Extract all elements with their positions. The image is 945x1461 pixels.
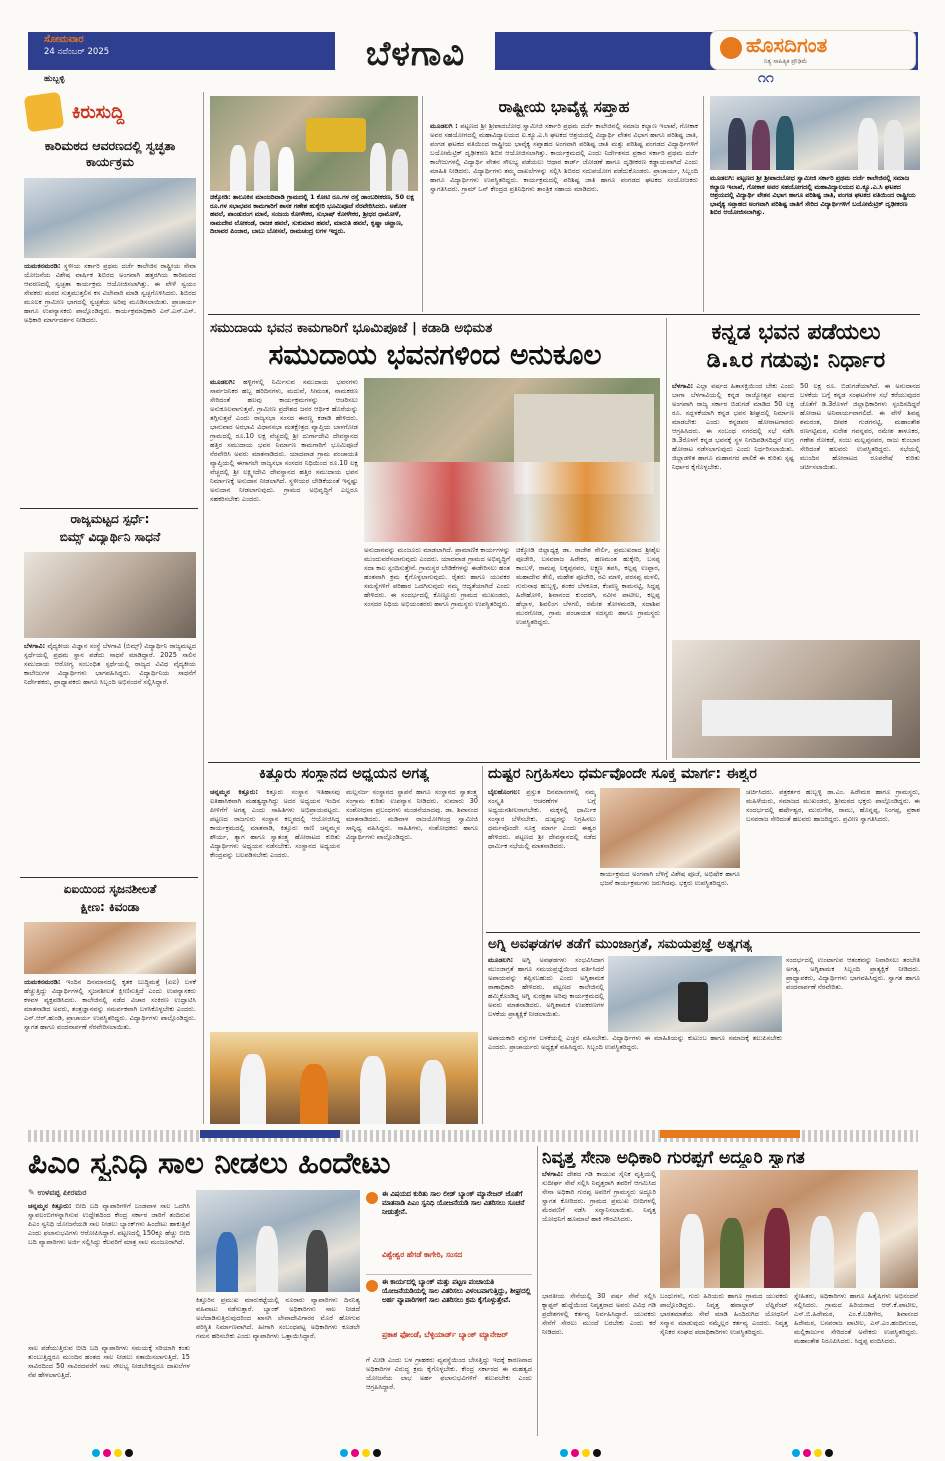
column-rule — [203, 92, 204, 1124]
retired-officer-body1 — [542, 1170, 656, 1290]
kirusuddi-story3-dateline: ಯಮಕನಮರಡಿ: — [24, 978, 61, 986]
retired-officer-body4: ಸ್ನೇಹಿತರು, ಅಧಿಕಾರಿಗಳು ಹಾಗೂ ಹಿತೈಷಿಗಳು ಅಭಿನಂದನೆ ಸಲ್ಲಿಸಿದರು. ಗ್ರಾಮದ ಹಿರಿಯರಾದ ಆರ್.ಕೆ.ಪಾಟೀಲ, ಎಸ್.ಬಿ.ಹಿರೇಮಠ, ಎಂ.ಕೆ.ಬಡಿಗೇರ, ಶಿವಾನಂದ ಹಿರೇಮಠ, ಬಸವರಾಜ ಪಾಟೀಲ, ಎಸ್.ಎಂ.ಹಂದಿಗುಂದ, ಮಲ್ಲಿಕಾರ್ಜುನ ಸೇರಿದಂತೆ ಅನೇಕರು ಉಪಸ್ಥಿತರಿದ್ದರು. ಮಹಾಂತೇಶ ನಿರೂಪಿಸಿದರು. ಸಿದ್ದಪ್ಪ ವಂದಿಸಿದರು. — [794, 1292, 918, 1345]
brand-logo-icon — [720, 37, 742, 59]
retired-officer-dateline: ಬೆಳಗಾವಿ: — [542, 1170, 564, 1178]
column-rule — [422, 96, 423, 312]
divider — [20, 508, 198, 509]
pen-icon: ✎ — [28, 1188, 38, 1197]
pm-svanidhi-headline: ಪಿಎಂ ಸ್ವನಿಧಿ ಸಾಲ ನೀಡಲು ಹಿಂದೇಟು — [28, 1146, 391, 1181]
retired-officer-text1: ದೇಶದ ಗಡಿ ಕಾಯುವ ಸೈನಿಕ ವೃತ್ತಿಯಲ್ಲಿ ಸುದೀರ್ಘ ಸೇವೆ ಸಲ್ಲಿಸಿ ನಿವೃತ್ತರಾಗಿ ತವರಿಗೆ ಆಗಮಿಸಿದ ಸೇನಾ ಅಧಿಕಾರಿ ಗುರಪ್ಪ ಅವರಿಗೆ ಗ್ರಾಮಸ್ಥರು ಅದ್ದೂರಿ ಸ್ವಾಗತ ಕೋರಿದರು. ಗ್ರಾಮದ ಪ್ರಮುಖ ಬೀದಿಗಳಲ್ಲಿ ಮೆರವಣಿಗೆ ನಡೆಸಿ ಸನ್ಮಾನಿಸಲಾಯಿತು. ನಿವೃತ್ತ ಯೋಧನಿಗೆ ಹೂಮಾಲೆ ಹಾಕಿ ಗೌರವಿಸಿದರು. — [542, 1170, 656, 1223]
quote1-author: ವಿಶ್ವೇಶ್ವರ ಹೆಗಡೆ ಕಾಗೇರಿ, ಸಂಸದ — [382, 1250, 463, 1259]
kannada-bhavana-text1: ಎಲ್ಲಾ ವರ್ಷದ ಹಿತಾಸಕ್ತಿಯಿಂದ ಬೇಕು ಎಂದು ಬಾಗಾ ಬೆಳಗಾವಿಯಲ್ಲಿ ಕನ್ನಡ ರಾಜ್ಯೋತ್ಸವ ವರ್ಷದ ಅಂಗವಾಗಿ ರಾಜ್ಯ ಸರ್ಕಾರ ಬಿಡುಗಡೆ ಮಾಡಿದ 50 ಲಕ್ಷ ರೂ. ಸದ್ಬಳಕೆಯಾಗಿ ಕನ್ನಡ ಭವನ ಶೀಘ್ರದಲ್ಲಿ ನಿರ್ಮಾಣ ಮಾಡಬೇಕು ಎಂದು ಕನ್ನಡಪರ ಹೋರಾಟಗಾರರು ಆಗ್ರಹಿಸಿದರು. ಈ ಸಂಬಂಧ ನಗರದಲ್ಲಿ ಸಭೆ ನಡೆಸಿ ಡಿ.3ರೊಳಗೆ ಕನ್ನಡ ಭವನಕ್ಕೆ ಸ್ಥಳ ನಿಗದಿಪಡಿಸದಿದ್ದರೆ ಉಗ್ರ ಹೋರಾಟ ನಡೆಸಲಾಗುವುದು ಎಂದು ನಿರ್ಧರಿಸಲಾಯಿತು. ಜಿಲ್ಲಾಡಳಿತ ಹಾಗೂ ಮಹಾನಗರ ಪಾಲಿಕೆ ಈ ಕುರಿತು ಸ್ಪಷ್ಟ ನಿರ್ಧಾರ ಕೈಗೊಳ್ಳಬೇಕು. — [672, 382, 794, 471]
kittur-photo — [210, 1032, 478, 1124]
table-shape — [702, 700, 892, 736]
kannada-bhavana-photo — [672, 640, 920, 758]
crowd-band — [364, 462, 660, 542]
pm-svanidhi-body1 — [28, 1202, 190, 1342]
kittur-dateline: ಚನ್ನಮ್ಮನ ಕಿತ್ತೂರು: — [210, 788, 258, 796]
registration-marks — [560, 1442, 620, 1452]
dharma-text1: ಪ್ರಸ್ತುತ ದಿನಮಾನಗಳಲ್ಲಿ ನಮ್ಮ ಸಂಸ್ಕೃತಿ ಆಚರಣೆಗಳ ಬಗ್ಗೆ ಅಧ್ಯಯನಶೀಲರಾಗಬೇಕು. ಮಕ್ಕಳಲ್ಲಿ ಧಾರ್ಮಿಕ ಸಂಸ್ಕಾರ ಬೆಳೆಸಬೇಕು. ದುಷ್ಟರನ್ನು ನಿಗ್ರಹಿಸಲು ಧರ್ಮವೊಂದೇ ಸೂಕ್ತ ಮಾರ್ಗ ಎಂದು ಈಶ್ವರ ಹೇಳಿದರು. ಪಟ್ಟಣದ ಶ್ರೀ ದೇವಸ್ಥಾನದಲ್ಲಿ ನಡೆದ ಧಾರ್ಮಿಕ ಸಭೆಯಲ್ಲಿ ಮಾತನಾಡಿದರು. — [488, 788, 596, 850]
samudaya-headline: ಸಮುದಾಯ ಭವನಗಳಿಂದ ಅನುಕೂಲ — [268, 338, 602, 371]
quote-icon — [366, 1280, 378, 1292]
quote1-text: ಈ ವಿಷಯದ ಕುರಿತು ಸಾಲ ಲೀಡ್ ಬ್ಯಾಂಕ್ ಮ್ಯಾನೇಜರ್ ಜೊತೆಗೆ ಮಾತನಾಡಿ ಪಿಎಂ ಸ್ವನಿಧಿ ಯೋಜನೆಯಡಿ ಸಾಲ ವಿತರಿಸಲು ಸೂಚನೆ ನೀಡುತ್ತೇನೆ. — [382, 1190, 525, 1216]
dharma-photo — [600, 788, 740, 868]
kirusuddi-story3-headline2: ಕ್ಷೀಣ: ಕಿವಂಡಾ — [80, 900, 140, 914]
fire-safety-photo — [608, 956, 782, 1032]
masthead — [0, 0, 945, 88]
top-photo — [210, 96, 418, 191]
brand-tagline: ನಿತ್ಯ ಸಾಹಿತ್ಯಿಕ ಪ್ರೌಢಿಮೆ — [764, 58, 808, 65]
retired-officer-body2: ಭಾರತೀಯ ಸೇನೆಯಲ್ಲಿ 30 ವರ್ಷ ಸೇವೆ ಸಲ್ಲಿಸಿ ಕ್ಯಾಪ್ಟನ್ ಹುದ್ದೆಯಿಂದ ನಿವೃತ್ತರಾದ ಅವರು ವಿವಿಧ ಗಡಿ ಪ್ರದೇಶಗಳಲ್ಲಿ ಕರ್ತವ್ಯ ನಿರ್ವಹಿಸಿದ್ದಾರೆ. ಯುವಕರು ಸೇನೆಗೆ ಸೇರಲು ಮುಂದೆ ಬರಬೇಕು ಎಂದು ಕರೆ ನೀಡಿದರು. — [542, 1292, 656, 1336]
fire-shape — [678, 982, 708, 1022]
kirusuddi-story1-headline: ಕಾರಿಮಠದ ಆವರಣದಲ್ಲಿ ಸ್ವಚ್ಛತಾ ಕಾರ್ಯಕ್ರಮ — [44, 138, 176, 169]
samudaya-photo — [364, 378, 660, 542]
kirusuddi-story1-dateline: ಯಮಕನಮರಡಿ: — [24, 262, 61, 270]
top-photo-caption: ಚಿಕ್ಕೋಡಿ: ತಾಲೂಕಿನ ಮಾಂಜರಿವಾಡಿ ಗ್ರಾಮದಲ್ಲಿ 1 ಕೋಟಿ ರೂ.ಗಳ ರಸ್ತೆ ಡಾಂಬರೀಕರಣ, 50 ಲಕ್ಷ ರೂ.ಗಳ ಸಭಾಭವನ ಕಾಮಗಾರಿಗೆ ಶಾಸಕ ಗಣೇಶ ಹುಕ್ಕೇರಿ ಭೂಮಿಪೂಜೆ ನೆರವೇರಿಸಿದರು. ಅಶೋಕ ಹವಲೆ, ಪಾಂಡುರಂಗ ಮಾನೆ, ಸಂಜಯ ಕೋಳೇಕರ, ಸುಭಾಷ್ ಕೋಳೇಕರ, ಶ್ರೀಧರ ಧಾಮೋಳೆ, ನಾಮದೇವ ಲೋಕಂಡೆ, ರಾಜಕ ಹವಲೆ, ಸುಕುಮಾರ ಹವಲೆ, ಮಾರುತಿ ಹವಲೆ, ಕೃಷ್ಣಾ ಚವ್ಹಾಣ, ದಿಲಾವರ ಪಿಂಜಾರ, ಬಾಬು ಬೋಸಲೆ, ರಾಮಚಂದ್ರ ಲಗಳ ಇದ್ದರು. — [210, 193, 414, 235]
national-week-headline: ರಾಷ್ಟ್ರೀಯ ಭಾವೈಕ್ಯ ಸಪ್ತಾಹ — [498, 98, 630, 116]
kirusuddi-story3-text: ಇಂದಿನ ದಿನಮಾನದಲ್ಲಿ ಕೃತಕ ಬುದ್ಧಿಮತ್ತೆ (ಏಐ) ಬಳಕೆ ಹೆಚ್ಚುತ್ತಿದ್ದು ವಿದ್ಯಾರ್ಥಿಗಳಲ್ಲಿ ಸೃಜನಶೀಲತೆ ಕ್ಷೀಣಿಸುತ್ತಿದೆ ಎಂದು ಉಪನ್ಯಾಸಕರು ಕಳವಳ ವ್ಯಕ್ತಪಡಿಸಿದರು. ಕಾಲೇಜಿನಲ್ಲಿ ನಡೆದ ವಿಚಾರ ಸಂಕಿರಣ ಉದ್ಘಾಟಿಸಿ ಮಾತನಾಡಿದ ಅವರು, ತಂತ್ರಜ್ಞಾನವನ್ನು ಸಮರ್ಪಕವಾಗಿ ಬಳಸಿಕೊಳ್ಳಬೇಕು ಎಂದರು. ಎನ್.ಆರ್.ಹುಂಡಿ, ಪ್ರಾಚಾರ್ಯ ಉಪಸ್ಥಿತರಿದ್ದರು. ವಿದ್ಯಾರ್ಥಿಗಳು ಪಾಲ್ಗೊಂಡಿದ್ದರು. ಸ್ವಾಗತ ಹಾಗೂ ವಂದನಾರ್ಪಣೆ ನೆರವೇರಿಸಲಾಯಿತು. — [24, 978, 196, 1031]
kirusuddi-label: ಕಿರುಸುದ್ದಿ — [72, 102, 125, 123]
right-photo — [710, 96, 920, 170]
fire-safety-body1 — [488, 956, 604, 1030]
kirusuddi-story3-photo — [24, 922, 196, 974]
kirusuddi-column — [20, 92, 198, 1124]
kannada-bhavana-headline1: ಕನ್ನಡ ಭವನ ಪಡೆಯಲು — [711, 320, 881, 345]
bottom-band-accent-blue — [200, 1130, 340, 1138]
column-rule — [482, 766, 483, 1124]
column-rule — [666, 318, 667, 760]
pm-svanidhi-text1: ಬೀದಿ ಬದಿ ವ್ಯಾಪಾರಿಗಳಿಗೆ ಬಂಡವಾಳ ಸಾಲ ಒದಗಿಸಿ ಸ್ವಾವಲಂಬಿಗಳನ್ನಾಗಿಸುವ ಉದ್ದೇಶದಿಂದ ಕೇಂದ್ರ ಸರ್ಕಾರ ಜಾರಿಗೆ ತಂದಿರುವ ಪಿಎಂ ಸ್ವನಿಧಿ ಯೋಜನೆಯಡಿ ಸಾಲ ನೀಡಲು ಬ್ಯಾಂಕ್‌ಗಳು ಹಿಂದೇಟು ಹಾಕುತ್ತಿವೆ ಎಂದು ಫಲಾನುಭವಿಗಳು ಆರೋಪಿಸಿದ್ದಾರೆ. ಪಟ್ಟಣದಲ್ಲಿ 150ಕ್ಕೂ ಹೆಚ್ಚು ಬೀದಿ ಬದಿ ವ್ಯಾಪಾರಿಗಳು ಅರ್ಜಿ ಸಲ್ಲಿಸಿದ್ದು ಕೆಲವರಿಗೆ ಮಾತ್ರ ಸಾಲ ಮಂಜೂರಾಗಿದೆ. — [28, 1202, 190, 1246]
dharma-body1 — [488, 788, 596, 930]
kittur-headline: ಕಿತ್ತೂರು ಸಂಸ್ಥಾನದ ಅಧ್ಯಯನ ಅಗತ್ಯ — [259, 766, 429, 782]
fire-safety-body2: ಅಪಾಯಕಾರಿ ವಸ್ತುಗಳ ಬಳಕೆಯಲ್ಲಿ ಎಚ್ಚರ ವಹಿಸಬೇಕು. ವಿದ್ಯಾರ್ಥಿಗಳು ಈ ಮಾಹಿತಿಯನ್ನು ಕುಟುಂಬ ಹಾಗೂ ಸಮಾಜಕ್ಕೆ ತಲುಪಿಸಬೇಕು ಎಂದರು. ಪ್ರಾಚಾರ್ಯರು ಅಧ್ಯಕ್ಷತೆ ವಹಿಸಿದ್ದರು. ಸಿಬ್ಬಂದಿ ಉಪಸ್ಥಿತರಿದ್ದರು. — [488, 1034, 782, 1051]
bottom-band-accent-orange — [660, 1130, 800, 1138]
samudaya-body3: ಚಿಕ್ಕೋಡಿ ಜಿಲ್ಲಾಧ್ಯಕ್ಷ ಡಾ. ರಾಜೇಶ ನೇರ್ಲಿ, ಪ್ರಮುಖರಾದ ಶ್ರೀಶೈಲ ಪೂಜೇರಿ, ಬಸವರಾಜ ಹಿರೇಕರ, ಹಣಮಂತ ಹುಕ್ಕೇರಿ, ಬಸಪ್ಪ ಕಾಂಬಳೆ, ರಾಮಪ್ಪ ಲಕ್ಕಪ್ಪನವರ, ಲಕ್ಷ್ಮಣ ತಪಸಿ, ಕಲ್ಲಪ್ಪ ಉಪ್ಪಾರ, ಮಹಾದೇವ ತೇಲಿ, ಮಹೇಶ ಪೂಜೇರಿ, ರವಿ ಮಾಳಿ, ಪರಸಪ್ಪ ಮಳಲಿ, ಗುರುನಾಥ ಹುಬ್ಬಳ್ಳಿ, ಶಂಕರ ಬೆಳಕೂಡ, ಕೆಂಪಣ್ಣ ಕಾಮನಟ್ಟಿ, ಸಿದ್ದಪ್ಪ ಹಿರೇಹೋಳಿ, ಶಿವಾನಂದ ಕುಂದರಗಿ, ನವೀನ ಪಾಟೀಲ, ಕಲ್ಲಪ್ಪ ಹೆಬ್ಬಾಳ, ಶಿವಲಿಂಗ ಬೆಳಗಲಿ, ರಮೇಶ ತೋಳಮರಡಿ, ಸದಾಶಿವ ಮುರಗೋಡ, ಗ್ರಾಮ ಪಂಚಾಯತ ಸದಸ್ಯರು ಹಾಗೂ ಗ್ರಾಮಸ್ಥರು ಉಪಸ್ಥಿತರಿದ್ದರು. — [516, 546, 660, 626]
samudaya-kicker: ಸಮುದಾಯ ಭವನ ಕಾಮಗಾರಿಗೆ ಭೂಮಿಪೂಜೆ | ಕಡಾಡಿ ಅಭಿಮತ — [210, 320, 493, 336]
divider — [208, 314, 920, 315]
national-week-dateline: ಮೂಡಲಗಿ : — [430, 122, 458, 130]
samudaya-dateline: ಮೂಡಲಗಿ: — [210, 378, 236, 386]
kirusuddi-story2-text: ವೈದ್ಯಕೀಯ ವಿಜ್ಞಾನ ಸಂಸ್ಥೆ ಬೆಳಗಾವಿ (ಬಿಮ್ಸ್) ವಿದ್ಯಾರ್ಥಿನಿ ರಾಜ್ಯಮಟ್ಟದ ಸ್ಪರ್ಧೆಯಲ್ಲಿ ಪ್ರಥಮ ಸ್ಥಾನ ಪಡೆದು ಸಾಧನೆ ಮಾಡಿದ್ದಾರೆ. 2025 ಸಾಲಿನ ಸಮುದಾಯ ಆರೋಗ್ಯ ಸಂಬಂಧಿತ ಸ್ಪರ್ಧೆಯಲ್ಲಿ ರಾಜ್ಯದ ವಿವಿಧ ವೈದ್ಯಕೀಯ ಕಾಲೇಜುಗಳ ವಿದ್ಯಾರ್ಥಿಗಳು ಭಾಗವಹಿಸಿದ್ದರು. ವಿದ್ಯಾರ್ಥಿನಿಯ ಸಾಧನೆಗೆ ನಿರ್ದೇಶಕರು, ಪ್ರಾಧ್ಯಾಪಕರು ಹಾಗೂ ಸಿಬ್ಬಂದಿ ಅಭಿನಂದನೆ ಸಲ್ಲಿಸಿದ್ದಾರೆ. — [24, 642, 196, 686]
kittur-body1 — [210, 788, 340, 1030]
kannada-bhavana-headline2: ಡಿ.೩ರ ಗಡುವು: ನಿರ್ಧಾರ — [706, 348, 886, 373]
fire-safety-headline: ಅಗ್ನಿ ಅವಘಡಗಳ ತಡೆಗೆ ಮುಂಜಾಗ್ರತೆ, ಸಮಯಪ್ರಜ್ಞೆ ಅತ್ಯಗತ್ಯ — [488, 936, 752, 952]
quote-icon — [366, 1192, 378, 1204]
retired-officer-body3: ಬಂಧುಗಳು, ಗುರು ಹಿರಿಯರು ಹಾಗೂ ಗ್ರಾಮದ ಯುವಕರು ಪಾಲ್ಗೊಂಡಿದ್ದರು. ನಿವೃತ್ತ ಹವಾಲ್ದಾರ್ ಲೆಫ್ಟಿನೆಂಟ್ ಭಾರತಮಾತೆಯ ಸೇವೆ ಮಾಡಿ ಹಿಂದಿರುಗಿದ ಯೋಧನಿಗೆ ಸನ್ಮಾನ ಮಾಡುವುದು ನಮ್ಮೆಲ್ಲರ ಕರ್ತವ್ಯ ಎಂದರು. ನಿವೃತ್ತ ಸೈನಿಕರ ಸಂಘದ ಪದಾಧಿಕಾರಿಗಳು ಉಪಸ್ಥಿತರಿದ್ದರು. — [660, 1292, 788, 1336]
registration-marks — [340, 1442, 400, 1452]
kirusuddi-banner — [20, 92, 198, 134]
quote2-author: ಪ್ರಕಾಶ ಫೋಂಡೆ, ಬೆಳ್ಳಿಯಾರ್ಡ್ ಬ್ಯಾಂಕ್ ಮ್ಯಾನೇಜರ್ — [382, 1330, 509, 1339]
dharma-headline: ದುಷ್ಟರ ನಿಗ್ರಹಿಸಲು ಧರ್ಮವೊಂದೇ ಸೂಕ್ತ ಮಾರ್ಗ: ಈಶ್ವರ — [488, 766, 757, 782]
quote2-text: ಈ ಕಾರ್ಯದಲ್ಲಿ ಬ್ಯಾಂಕ್ ಮತ್ತು ಪಟ್ಟಣ ಪಂಚಾಯತಿ ಯೋಜನೆಯಡಿಯಲ್ಲಿ ಸಾಲ ವಿತರಿಸಲು ವಿಳಂಬವಾಗುತ್ತಿದ್ದು, ಶೀಘ್ರದಲ್ಲಿ ಅರ್ಹ ವ್ಯಾಪಾರಿಗಳಿಗೆ ಸಾಲ ವಿತರಿಸಲು ಕ್ರಮ ಕೈಗೊಳ್ಳುತ್ತೇವೆ. — [382, 1278, 531, 1304]
kirusuddi-story3-headline1: ಏಐಯಿಂದ ಸೃಜನಶೀಲತೆ — [63, 882, 157, 896]
pm-svanidhi-body2: ಸಾಲ ಪಡೆಯುತ್ತಿರುವ ಬೀದಿ ಬದಿ ವ್ಯಾಪಾರಿಗಳು ಸಮಯಕ್ಕೆ ಸರಿಯಾಗಿ ಕಂತು ತುಂಬುತ್ತಿದ್ದರೂ ಮುಂದಿನ ಹಂತದ ಸಾಲ ನೀಡಲು ಸತಾಯಿಸಲಾಗುತ್ತಿದೆ. 15 ಸಾವಿರದಿಂದ 50 ಸಾವಿರದವರೆಗೆ ಸಾಲ ಸೌಲಭ್ಯ ನೀಡಬೇಕಿದ್ದರೂ ದಾಖಲೆಗಳ ನೆಪ ಹೇಳಲಾಗುತ್ತಿದೆ. — [28, 1344, 190, 1379]
date-box — [22, 34, 142, 74]
quote2-box — [366, 1278, 532, 1354]
page-number: ೧೧ — [758, 70, 774, 86]
dharma-body3: ಚರ್ಚಿಸಿದರು. ಪತ್ರಕರ್ತರ ಹುಬ್ಬಳ್ಳಿ ಡಾ.ಎಂ. ಹಿರೇಮಠ ಹಾಗೂ ಗ್ರಾಮಸ್ಥರು, ಮಹಿಳೆಯರು, ಸಮಾಜದ ಮುಖಂಡರು, ಶ್ರೀಮಠದ ಭಕ್ತರು ಪಾಲ್ಗೊಂಡಿದ್ದರು. ಈ ಸಂದರ್ಭದಲ್ಲಿ ಹರ್ಷೇಶ್ವರ, ಮುರುಗೇಶ, ರಾಮು, ಹೊನ್ನಪ್ಪ, ನಿಂಗಪ್ಪ, ಪ್ರಕಾಶ ಬಸವರಾಜ ಸೇರಿದಂತೆ ಹಲವರು ಹಾಜರಿದ್ದರು. ಪ್ರವೀಣ ಸ್ವಾಗತಿಸಿದರು. — [746, 788, 920, 823]
excavator-shape — [306, 118, 366, 152]
byline-name: ಉಳವಪ್ಪ ಪೀರಮರ — [37, 1188, 87, 1197]
kirusuddi-story2-headline1: ರಾಜ್ಯಮಟ್ಟದ ಸ್ಪರ್ಧೆ: — [70, 512, 150, 526]
kittur-text1: ಕಿತ್ತೂರು ಸಂಸ್ಥಾನ ಇತಿಹಾಸವು ಐತಿಹಾಸಿಕವಾಗಿ ಮಹತ್ವದ್ದಾಗಿದ್ದು ಅದರ ಅಧ್ಯಯನ ಇಂದಿನ ಪೀಳಿಗೆಗೆ ಅಗತ್ಯ ಎಂದು ಸಾಹಿತಿಗಳು ಅಭಿಪ್ರಾಯಪಟ್ಟರು. ಪಟ್ಟಣದ ರಾಜಗುರು ಸಂಸ್ಥಾನ ಕಲ್ಮಠದಲ್ಲಿ ಆಯೋಜಿಸಿದ್ದ ಕಾರ್ಯಕ್ರಮದಲ್ಲಿ ಮಾತನಾಡಿ, ಕಿತ್ತೂರು ರಾಣಿ ಚನ್ನಮ್ಮನ ಶೌರ್ಯ, ತ್ಯಾಗ ಹಾಗೂ ಸ್ವಾತಂತ್ರ್ಯ ಹೋರಾಟದ ಕುರಿತು ವಿದ್ಯಾರ್ಥಿಗಳು ಅಧ್ಯಯನ ನಡೆಸಬೇಕು. ಸಂಸ್ಥಾನದ ಅಧ್ಯಯನ ಕೇಂದ್ರವನ್ನು ಬಲಪಡಿಸಬೇಕು ಎಂದರು. — [210, 788, 340, 859]
pm-svanidhi-body3: ಕಿತ್ತೂರಿನ ಪ್ರಮುಖ ಮಾರುಕಟ್ಟೆಯಲ್ಲಿ ನೂರಾರು ವ್ಯಾಪಾರಿಗಳು ದಿನನಿತ್ಯ ವಹಿವಾಟು ನಡೆಸುತ್ತಾರೆ. ಬ್ಯಾಂಕ್ ಅಧಿಕಾರಿಗಳು ಸಾಲ ನೀಡದೆ ಅಲೆದಾಡಿಸುತ್ತಿರುವುದರಿಂದ ಖಾಸಗಿ ಲೇವಾದೇವಿಗಾರರ ಮೊರೆ ಹೋಗುವ ಪರಿಸ್ಥಿತಿ ನಿರ್ಮಾಣವಾಗಿದೆ. ಹೀಗಾಗಿ ಸಂಬಂಧಪಟ್ಟ ಅಧಿಕಾರಿಗಳು ಕೂಡಲೇ ಗಮನ ಹರಿಸಬೇಕು ಎಂದು ವ್ಯಾಪಾರಿಗಳು ಒತ್ತಾಯಿಸಿದ್ದಾರೆ. — [196, 1296, 360, 1340]
divider — [20, 877, 198, 878]
pm-svanidhi-dateline: ಚನ್ನಮ್ಮನ ಕಿತ್ತೂರು: — [28, 1202, 72, 1210]
day-label: ಸೋಮವಾರ — [44, 34, 84, 45]
national-week-body — [430, 122, 698, 312]
kirusuddi-story2-dateline: ಬೆಳಗಾವಿ: — [24, 642, 46, 650]
samudaya-body1 — [210, 378, 358, 758]
right-photo-caption: ಮೂಡಲಗಿ: ಪಟ್ಟಣದ ಶ್ರೀ ಶ್ರೀಪಾದಬೋಧ ಸ್ವಾಮೀಜಿ ಸರ್ಕಾರಿ ಪ್ರಥಮ ದರ್ಜೆ ಕಾಲೇಜಿನಲ್ಲಿ ಸಮಾಜ ಕಲ್ಯಾಣ ಇಲಾಖೆ, ಗೋಕಾಕ ಅವರ ಸಹಯೋಗದಲ್ಲಿ ಮಹಾವಿದ್ಯಾಲಯದ ಐ.ಕ್ಯೂ.ಎ.ಸಿ ಘಟಕದ ಆಶ್ರಯದಲ್ಲಿ ವಿದ್ಯಾರ್ಥಿ ವೇತನ ವಿಭಾಗ ಹಾಗೂ ಪರಿಶಿಷ್ಟ ಜಾತಿ, ಪಂಗಡ ಘಟಕದ ವತಿಯಿಂದ ರಾಷ್ಟ್ರೀಯ ಭಾವೈಕ್ಯ ಸಪ್ತಾಹದ ಅಂಗವಾಗಿ ಪರಿಶಿಷ್ಟ ಜಾತಿಗೆ ಸೇರಿದ ವಿದ್ಯಾರ್ಥಿಗಳಿಗೆ ಬಯೋಮೆಟ್ರಿಕ್ ದೃಢೀಕರಣ ಶಿಬಿರ ಆಯೋಜಿಸಲಾಗಿತ್ತು. — [710, 174, 916, 216]
divider — [366, 1274, 532, 1275]
pm-svanidhi-body5: ಗೆ ಮೀಡಿ ಎಂದು ಬಳ ಗ್ರಾಹಕರು ವ್ಯವಸ್ಥೆಯಿಂದ ಬೇಸತ್ತಿದ್ದು ಇದಕ್ಕೆ ಕಾರಣವಾದ ಅಧಿಕಾರಿಗಳ ವಿರುದ್ಧ ಕ್ರಮ ಕೈಗೊಳ್ಳಬೇಕು. ಕೇಂದ್ರ ಸರ್ಕಾರದ ಈ ಮಹತ್ವದ ಯೋಜನೆಯ ಲಾಭ ಅರ್ಹ ಫಲಾನುಭವಿಗಳಿಗೆ ತಲುಪಬೇಕು ಎಂದು ಆಗ್ರಹಿಸಿದ್ದಾರೆ. — [366, 1356, 532, 1391]
fire-safety-text1: ಅಗ್ನಿ ಅವಘಡಗಳು ಸಂಭವಿಸಿದಾಗ ಮುಂಜಾಗ್ರತೆ ಹಾಗೂ ಸಮಯಪ್ರಜ್ಞೆಯಿಂದ ವರ್ತಿಸಿದರೆ ಅಪಾಯವನ್ನು ತಪ್ಪಿಸಬಹುದು ಎಂದು ಅಗ್ನಿಶಾಮಕ ಠಾಣಾಧಿಕಾರಿ ಹೇಳಿದರು. ಪಟ್ಟಣದ ಕಾಲೇಜಿನಲ್ಲಿ ಹಮ್ಮಿಕೊಂಡಿದ್ದ ಅಗ್ನಿ ಸುರಕ್ಷತಾ ಅರಿವು ಕಾರ್ಯಕ್ರಮದಲ್ಲಿ ಅವರು ಮಾತನಾಡಿದರು. ಅಗ್ನಿಶಾಮಕ ಉಪಕರಣಗಳ ಬಳಕೆಯ ಪ್ರಾತ್ಯಕ್ಷಿಕೆ ನೀಡಲಾಯಿತು. — [488, 956, 604, 1018]
column-rule — [537, 1146, 538, 1436]
registration-marks — [792, 1442, 852, 1452]
kirusuddi-story1-photo — [24, 178, 196, 258]
kirusuddi-story2-body — [24, 642, 196, 874]
kannada-bhavana-dateline: ಬೆಳಗಾವಿ: — [672, 382, 694, 390]
kannada-bhavana-body2: 50 ಲಕ್ಷ ರೂ. ಬಿಡುಗಡೆಯಾಗಿದೆ. ಈ ಅನುದಾನದ ಬಳಕೆಯ ಬಗ್ಗೆ ಕನ್ನಡ ಸಂಘಟನೆಗಳ ಸಭೆ ಕರೆಯುವುದರ ಜೊತೆಗೆ ಡಿ.3ರೊಳಗೆ ಜಿಲ್ಲಾಧಿಕಾರಿಗಳು ಸ್ಪಂದಿಸದಿದ್ದರೆ ಹೋರಾಟ ಅನಿವಾರ್ಯವಾಗಲಿದೆ. ಈ ವೇಳೆ ಶಿವಪ್ಪ ಶಮರಂತ, ದೀಪಕ ಗುಡಗನಟ್ಟಿ, ಮಹಾಂತೇಶ ರಣಗಟ್ಟಿಮಠ, ಸುರೇಶ ಗವನ್ನವರ, ರಮೇಶ ತಾಳೂಕರ, ಗಣೇಶ ರೋಕಡೆ, ಸಂಜು ಮಲ್ಲಪ್ಪನವರ, ರಾಜು ಕುಂಬಾರ ಸೇರಿದಂತೆ ಹಲವರು ಉಪಸ್ಥಿತರಿದ್ದರು. ಸಭೆಯಲ್ಲಿ ಮುಂದಿನ ಹೋರಾಟದ ರೂಪರೇಷೆ ಕುರಿತು ಚರ್ಚಿಸಲಾಯಿತು. — [800, 382, 920, 471]
column-rule — [703, 96, 704, 312]
pm-svanidhi-byline — [28, 1188, 188, 1198]
kirusuddi-story2-photo — [24, 552, 196, 638]
samudaya-body2: ಅನುದಾನವನ್ನು ಮಂಜೂರು ಮಾಡಲಾಗಿದೆ. ಪ್ರಾಮಾಣಿಕ ಕಾರ್ಯಗಳನ್ನು ಮುಂದುವರೆಸಲಾಗುವುದು ಎಂದರು. ಯಾದವಾಡ ಗ್ರಾಮದ ಅಭಿವೃದ್ಧಿಗೆ ಸದಾ ಕಾಲ ಸ್ಪಂದಿಸುತ್ತೇನೆ. ಗ್ರಾಮಸ್ಥರ ಬೇಡಿಕೆಗಳನ್ನು ಈಡೇರಿಸಲು ಹಂತ ಹಂತವಾಗಿ ಕ್ರಮ ಕೈಗೊಳ್ಳಲಾಗುವುದು. ರೈತರು ಹಾಗೂ ಯುವಕರ ಸಮಸ್ಯೆಗಳಿಗೆ ಪರಿಹಾರ ಒದಗಿಸುವುದು ನಮ್ಮ ಆದ್ಯತೆಯಾಗಿದೆ ಎಂದು ಹೇಳಿದರು. ಈ ಸಂದರ್ಭದಲ್ಲಿ ಕೊಣ್ಣೂರು ಗ್ರಾಮದ ಮುಖಂಡರು, ಸಂಸದರ ನಿಧಿಯ ಅಭಿಯಂತರರು ಹಾಗೂ ಗ್ರಾಮಸ್ಥರು ಉಪಸ್ಥಿತರಿದ್ದರು. — [364, 546, 510, 608]
kirusuddi-story3-body — [24, 978, 196, 1122]
dharma-body2: ಕಾರ್ಯಕ್ರಮದ ಅಂಗವಾಗಿ ಬೆಳಿಗ್ಗೆ ವಿಶೇಷ ಪೂಜೆ, ಅಭಿಷೇಕ ಹಾಗೂ ಭಜನೆ ಕಾರ್ಯಕ್ರಮಗಳು ಜರುಗಿದವು. ಭಕ್ತರು ಉಪಸ್ಥಿತರಿದ್ದರು. — [600, 870, 740, 887]
divider — [486, 932, 920, 933]
national-week-text: ಪಟ್ಟಣದ ಶ್ರೀ ಶ್ರೀಪಾದಬೋಧ ಸ್ವಾಮೀಜಿ ಸರ್ಕಾರಿ ಪ್ರಥಮ ದರ್ಜೆ ಕಾಲೇಜಿನಲ್ಲಿ ಸಮಾಜ ಕಲ್ಯಾಣ ಇಲಾಖೆ, ಗೋಕಾಕ ಅವರ ಸಹಯೋಗದಲ್ಲಿ ಮಹಾವಿದ್ಯಾಲಯದ ಐ.ಕ್ಯೂ.ಎ.ಸಿ ಘಟಕದ ಆಶ್ರಯದಲ್ಲಿ ವಿದ್ಯಾರ್ಥಿ ವೇತನ ವಿಭಾಗ ಹಾಗೂ ಪರಿಶಿಷ್ಟ ಜಾತಿ, ಪಂಗಡ ಘಟಕದ ವತಿಯಿಂದ ರಾಷ್ಟ್ರೀಯ ಭಾವೈಕ್ಯ ಸಪ್ತಾಹದ ಅಂಗವಾಗಿ ಪರಿಶಿಷ್ಟ ಜಾತಿ ಮತ್ತು ಪರಿಶಿಷ್ಟ ಪಂಗಡದ ವಿದ್ಯಾರ್ಥಿಗಳಿಗೆ ಬಯೋಮೆಟ್ರಿಕ್ ದೃಢೀಕರಣ ಶಿಬಿರ ಆಯೋಜಿಸಲಾಗಿತ್ತು. ಕಾರ್ಯಕ್ರಮದಲ್ಲಿ ಎಂದು ನಿರ್ದೇಶನದ ಪ್ರಕಾರ ಸರ್ಕಾರಿ ಪ್ರಥಮ ದರ್ಜೆ ಕಾಲೇಜುಗಳಲ್ಲಿ ವಿದ್ಯಾರ್ಥಿ ವೇತನ ಸೌಲಭ್ಯ ಪಡೆಯಲು ಆಧಾರ ಕಾರ್ಡ್ ಜೋಡಣೆ ಹಾಗೂ ದೃಢೀಕರಣ ಕಡ್ಡಾಯವಾಗಿದೆ ಎಂದು ಮಾಹಿತಿ ನೀಡಿದರು. ವಿದ್ಯಾರ್ಥಿಗಳು ತಮ್ಮ ದಾಖಲೆಗಳನ್ನು ಸಲ್ಲಿಸಿ ಶಿಬಿರದ ಸದುಪಯೋಗ ಪಡೆದುಕೊಂಡರು. ಪ್ರಾಚಾರ್ಯ, ಸಿಬ್ಬಂದಿ ಹಾಗೂ ವಿದ್ಯಾರ್ಥಿಗಳು ಉಪಸ್ಥಿತರಿದ್ದರು. ಕಾರ್ಯಕ್ರಮದಲ್ಲಿ ಪರಿಶಿಷ್ಟ ಜಾತಿ ಹಾಗೂ ಪಂಗಡದ ಘಟಕದ ಸಂಯೋಜಕರು ಸ್ವಾಗತಿಸಿದರು. ಗ್ರಾಮ್ ಒನ್ ಕೇಂದ್ರದ ಪ್ರತಿನಿಧಿಗಳು ತಾಂತ್ರಿಕ ಸಹಾಯ ಮಾಡಿದರು. — [430, 122, 698, 193]
fire-safety-body3: ಸಂದರ್ಭದಲ್ಲಿ ಉಂಟಾಗುವ ಆತಂಕವನ್ನು ನಿವಾರಿಸಲು ತರಬೇತಿ ಅಗತ್ಯ. ಅಗ್ನಿಶಾಮಕ ಸಿಬ್ಬಂದಿ ಪ್ರಾತ್ಯಕ್ಷಿಕೆ ನೀಡಿದರು. ಪ್ರಾಧ್ಯಾಪಕರು, ವಿದ್ಯಾರ್ಥಿಗಳು ಭಾಗವಹಿಸಿದ್ದರು. ಸ್ವಾಗತ ಹಾಗೂ ವಂದನಾರ್ಪಣೆ ನೆರವೇರಿತು. — [786, 956, 920, 991]
hand-icon — [24, 92, 65, 133]
section-title: ಬೆಳಗಾವಿ — [365, 34, 466, 74]
kirusuddi-story1-body — [24, 262, 196, 506]
date-label: 24 ನವೆಂಬರ್ 2025 — [44, 47, 110, 57]
fire-safety-dateline: ಮೂಡಲಗಿ: — [488, 956, 514, 964]
kittur-body2: ಮಲ್ಲಸರ್ಜ ಸಂಸ್ಥಾನದ ಸ್ಥಾಪನೆ ಹಾಗೂ ಸಂಸ್ಥಾನದ ಸ್ವಾತಂತ್ರ್ಯ ಸಂಗ್ರಾಮ ಕುರಿತು ಉಪನ್ಯಾಸ ನೀಡಿದರು. ಸುಮಾರು 30 ಸಂಶೋಧನಾ ಪ್ರಬಂಧಗಳು ಮಂಡನೆಯಾದವು. ಡಾ. ಶಿವಾನಂದ ಮಾತನಾಡಿದರು. ಮಡಿವಾಳ ರಾಜಯೋಗೀಂದ್ರ ಸ್ವಾಮೀಜಿ ಸಾನ್ನಿಧ್ಯ ವಹಿಸಿದ್ದರು. ಸಾಹಿತಿಗಳು, ಸಂಶೋಧಕರು ಹಾಗೂ ವಿದ್ಯಾರ್ಥಿಗಳು ಪಾಲ್ಗೊಂಡಿದ್ದರು. — [346, 788, 478, 841]
kannada-bhavana-body1 — [672, 382, 794, 638]
retired-officer-photo — [660, 1170, 918, 1288]
registration-marks — [92, 1442, 152, 1452]
retired-officer-headline: ನಿವೃತ್ತ ಸೇನಾ ಅಧಿಕಾರಿ ಗುರಪ್ಪಗೆ ಅದ್ದೂರಿ ಸ್ವಾಗತ — [542, 1148, 805, 1168]
pm-svanidhi-photo — [196, 1190, 360, 1292]
samudaya-text1: ಹಳ್ಳಿಗಳಲ್ಲಿ ನಿರ್ಮಿಸುವ ಸಮುದಾಯ ಭವನಗಳು ಸಾರ್ವಜನಿಕರ ಹಬ್ಬ ಹರಿದಿನಗಳು, ಮದುವೆ, ಸೀಮಂತ, ನಾಮಕರಣ ಸೇರಿದಂತೆ ಹಲವು ಕಾರ್ಯಕ್ರಮಗಳನ್ನು ಆಚರಿಸಲು ಅನುಕೂಲವಾಗುತ್ತವೆ. ಗ್ರಾಮೀಣ ಪ್ರದೇಶದ ಜನರ ಆರ್ಥಿಕ ಹೊರೆಯನ್ನು ತಗ್ಗಿಸುತ್ತವೆ ಎಂದು ರಾಜ್ಯಸಭಾ ಸಂಸದ ಈರಣ್ಣ ಕಡಾಡಿ ಹೇಳಿದರು. ಭಾನುವಾರ ಅರಭಾವಿ ವಿಧಾನಸಭಾ ಮತಕ್ಷೇತ್ರದ ವ್ಯಾಪ್ತಿಯ ಬಾಳಗೋಡ ಗ್ರಾಮದಲ್ಲಿ ರೂ.10 ಲಕ್ಷ ವೆಚ್ಚದಲ್ಲಿ ಶ್ರೀ ದುರ್ಗಾದೇವಿ ದೇವಸ್ಥಾನದ ಹತ್ತಿರ ಸಮುದಾಯ ಭವನ ನಿರ್ಮಾಣ ಕಾಮಗಾರಿಗೆ ಭೂಮಿಪೂಜೆ ನೆರವೇರಿಸಿ ಅವರು ಮಾತನಾಡಿದರು. ಯಾದವಾಡ ಗ್ರಾಮ ಪಂಚಾಯತಿ ವ್ಯಾಪ್ತಿಯಲ್ಲಿ ಈಗಾಗಲೇ ರಾಜ್ಯಸಭಾ ಸಂಸದರ ನಿಧಿಯಿಂದ ರೂ.10 ಲಕ್ಷ ವೆಚ್ಚದಲ್ಲಿ ಶ್ರೀ ಲಕ್ಷ್ಮೀದೇವಿ ದೇವಸ್ಥಾನದ ಹತ್ತಿರ ಸಮುದಾಯ ಭವನ ನಿರ್ಮಾಣಕ್ಕೆ ಅನುದಾನ ನೀಡಲಾಗಿದೆ. ಸ್ಥಳೀಯರ ಬೇಡಿಕೆಯಂತೆ ಇನ್ನಷ್ಟು ಅನುದಾನ ನೀಡಲಾಗುವುದು. ಗ್ರಾಮದ ಅಭಿವೃದ್ಧಿಗೆ ಎಲ್ಲರೂ ಸಹಕರಿಸಬೇಕು ಎಂದರು. — [210, 378, 358, 503]
brand-name: ಹೊಸದಿಗಂತ — [746, 33, 828, 57]
dharma-dateline: ಬೈಲಹೊಂಗಲ: — [488, 788, 521, 796]
kirusuddi-story2-headline2: ಬಿಮ್ಸ್ ವಿದ್ಯಾರ್ಥಿನಿ ಸಾಧನೆ — [59, 530, 161, 544]
city-label: ಹುಬ್ಬಳ್ಳಿ — [44, 74, 65, 84]
kirusuddi-story1-text: ಸ್ಥಳೀಯ ಸರ್ಕಾರಿ ಪ್ರಥಮ ದರ್ಜೆ ಕಾಲೇಜಿನ ರಾಷ್ಟ್ರೀಯ ಸೇವಾ ಯೋಜನೆಯ ವಿಶೇಷ ವಾರ್ಷಿಕ ಶಿಬಿರದ ಅಂಗವಾಗಿ ಹತ್ತರಗಿಯ ಕಾರಿಮಠದ ಆವರಣದಲ್ಲಿ ಸ್ವಚ್ಛತಾ ಕಾರ್ಯಕ್ರಮ ಆಯೋಜಿಸಲಾಗಿತ್ತು. ಈ ವೇಳೆ ಸ್ವಯಂ ಸೇವಕರು ಮಠದ ಸುತ್ತಮುತ್ತಲಿನ ಕಸ ವಿಲೇವಾರಿ ಮಾಡಿ ಸ್ವಚ್ಛಗೊಳಿಸಿದರು. ಶಿಬಿರದ ಮೂಲಕ ಗ್ರಾಮೀಣ ಭಾಗದಲ್ಲಿ ಸ್ವಚ್ಛತೆಯ ಅರಿವು ಮೂಡಿಸಲಾಯಿತು. ಪ್ರಾಚಾರ್ಯ ಹಾಗೂ ಉಪನ್ಯಾಸಕರು ಪಾಲ್ಗೊಂಡಿದ್ದರು. ಕಾರ್ಯಕ್ರಮಾಧಿಕಾರಿ ಎನ್.ಎಸ್.ಎಸ್. ಅಧಿಕಾರಿ ಮಾರ್ಗದರ್ಶನ ನೀಡಿದರು. — [24, 262, 196, 324]
divider — [208, 762, 920, 763]
quote1-box — [366, 1190, 532, 1272]
